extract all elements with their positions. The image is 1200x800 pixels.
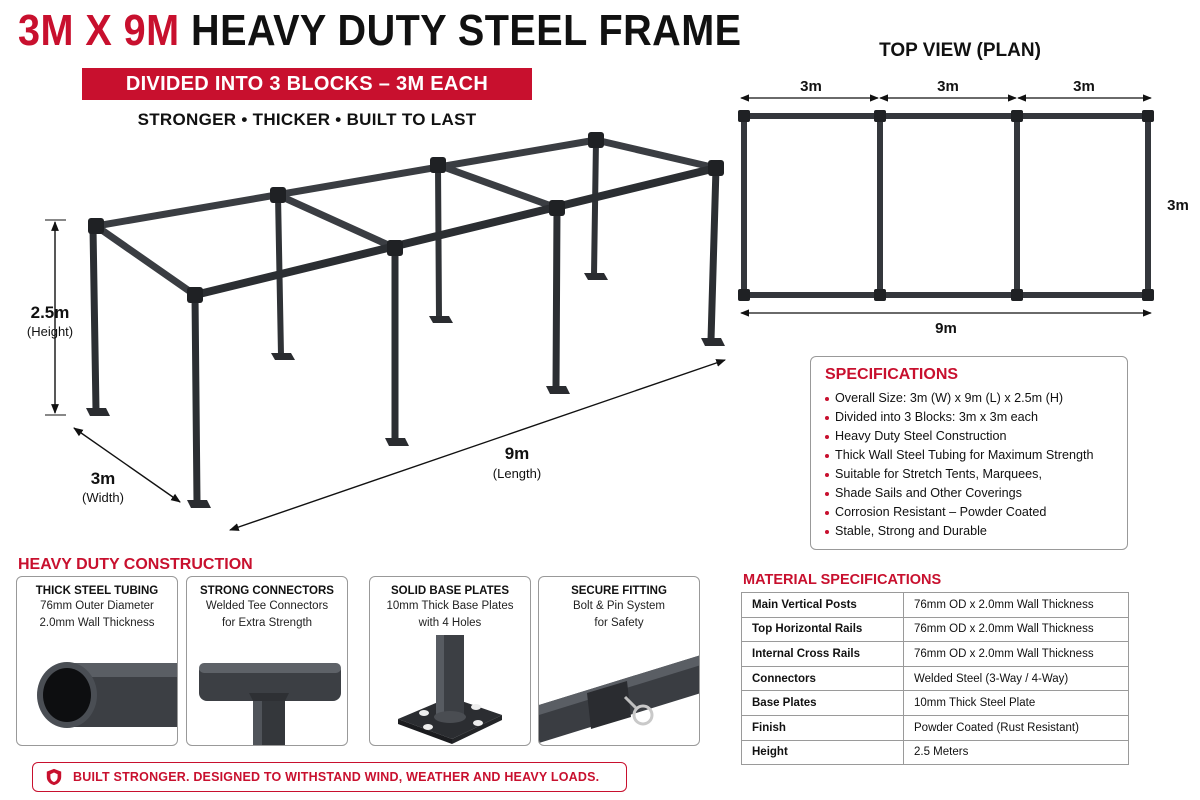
- width-label: (Width): [82, 490, 124, 505]
- card-heading: SOLID BASE PLATES: [391, 585, 509, 597]
- spec-item: Thick Wall Steel Tubing for Maximum Strength: [825, 446, 1113, 465]
- table-row: [742, 642, 1129, 667]
- length-label: (Length): [492, 466, 542, 481]
- material-value: Powder Coated (Rust Resistant): [904, 715, 1129, 740]
- card-heading: STRONG CONNECTORS: [200, 585, 334, 597]
- footer-text: BUILT STRONGER. DESIGNED TO WITHSTAND WIND, WEATHER AND HEAVY LOADS.: [73, 770, 600, 784]
- card-thick-steel-tubing: [16, 576, 178, 746]
- top-view-title: TOP VIEW (PLAN): [879, 40, 1041, 61]
- material-key: Finish: [742, 715, 904, 740]
- table-row: [742, 666, 1129, 691]
- title-product: HEAVY DUTY STEEL FRAME: [191, 6, 742, 55]
- construction-title: HEAVY DUTY CONSTRUCTION: [18, 556, 253, 573]
- table-row: [742, 617, 1129, 642]
- plan-block-1: 3m: [800, 78, 822, 95]
- material-title: MATERIAL SPECIFICATIONS: [743, 572, 942, 588]
- material-key: Height: [742, 740, 904, 765]
- table-row: [742, 740, 1129, 765]
- steel-tube-icon: [17, 635, 178, 745]
- footer-banner: [32, 762, 627, 792]
- material-value: 76mm OD x 2.0mm Wall Thickness: [904, 617, 1129, 642]
- card-line: with 4 Holes: [418, 617, 482, 629]
- length-value: 9m: [504, 444, 530, 463]
- specifications-box: [810, 356, 1128, 550]
- material-value: Welded Steel (3-Way / 4-Way): [904, 666, 1129, 691]
- spec-item: Divided into 3 Blocks: 3m x 3m each: [825, 408, 1113, 427]
- material-key: Top Horizontal Rails: [742, 617, 904, 642]
- top-view-plan: [738, 78, 1189, 337]
- tee-connector-icon: [187, 635, 348, 745]
- spec-item: Stable, Strong and Durable: [825, 522, 1113, 541]
- material-key: Internal Cross Rails: [742, 642, 904, 667]
- card-solid-base-plates: [369, 576, 531, 746]
- plan-block-2: 3m: [937, 78, 959, 95]
- card-strong-connectors: [186, 576, 348, 746]
- blocks-banner: DIVIDED INTO 3 BLOCKS – 3M EACH: [82, 68, 532, 100]
- card-line: 76mm Outer Diameter: [40, 600, 154, 612]
- card-line: for Extra Strength: [221, 617, 313, 629]
- material-key: Connectors: [742, 666, 904, 691]
- material-value: 76mm OD x 2.0mm Wall Thickness: [904, 593, 1129, 618]
- spec-item: Overall Size: 3m (W) x 9m (L) x 2.5m (H): [825, 389, 1113, 408]
- card-secure-fitting: [538, 576, 700, 746]
- table-row: [742, 715, 1129, 740]
- perspective-frame: [86, 132, 725, 508]
- card-heading: THICK STEEL TUBING: [35, 585, 159, 597]
- bolt-pin-icon: [539, 635, 700, 745]
- plan-total: 9m: [935, 320, 957, 337]
- card-line: 2.0mm Wall Thickness: [39, 617, 155, 629]
- material-value: 76mm OD x 2.0mm Wall Thickness: [904, 642, 1129, 667]
- height-value: 2.5m: [30, 303, 70, 322]
- width-value: 3m: [90, 469, 116, 488]
- card-line: for Safety: [594, 617, 644, 629]
- spec-item: Suitable for Stretch Tents, Marquees,: [825, 465, 1113, 484]
- material-value: 2.5 Meters: [904, 740, 1129, 765]
- table-row: [742, 593, 1129, 618]
- specifications-title: SPECIFICATIONS: [825, 366, 959, 383]
- card-line: 10mm Thick Base Plates: [386, 600, 514, 612]
- height-label: (Height): [26, 324, 74, 339]
- material-table: [741, 592, 1129, 765]
- material-value: 10mm Thick Steel Plate: [904, 691, 1129, 716]
- shield-icon: [45, 768, 63, 786]
- base-plate-icon: [370, 635, 531, 745]
- spec-item: Corrosion Resistant – Powder Coated: [825, 503, 1113, 522]
- card-line: Bolt & Pin System: [572, 600, 666, 612]
- card-line: Welded Tee Connectors: [205, 600, 329, 612]
- title-size: 3M X 9M: [18, 6, 180, 55]
- material-key: Base Plates: [742, 691, 904, 716]
- plan-block-3: 3m: [1073, 78, 1095, 95]
- plan-side: 3m: [1167, 197, 1189, 214]
- card-heading: SECURE FITTING: [571, 585, 667, 597]
- spec-item: Heavy Duty Steel Construction: [825, 427, 1113, 446]
- table-row: [742, 691, 1129, 716]
- material-key: Main Vertical Posts: [742, 593, 904, 618]
- spec-item-continued: Shade Sails and Other Coverings: [825, 484, 1113, 503]
- tagline: STRONGER • THICKER • BUILT TO LAST: [137, 110, 477, 129]
